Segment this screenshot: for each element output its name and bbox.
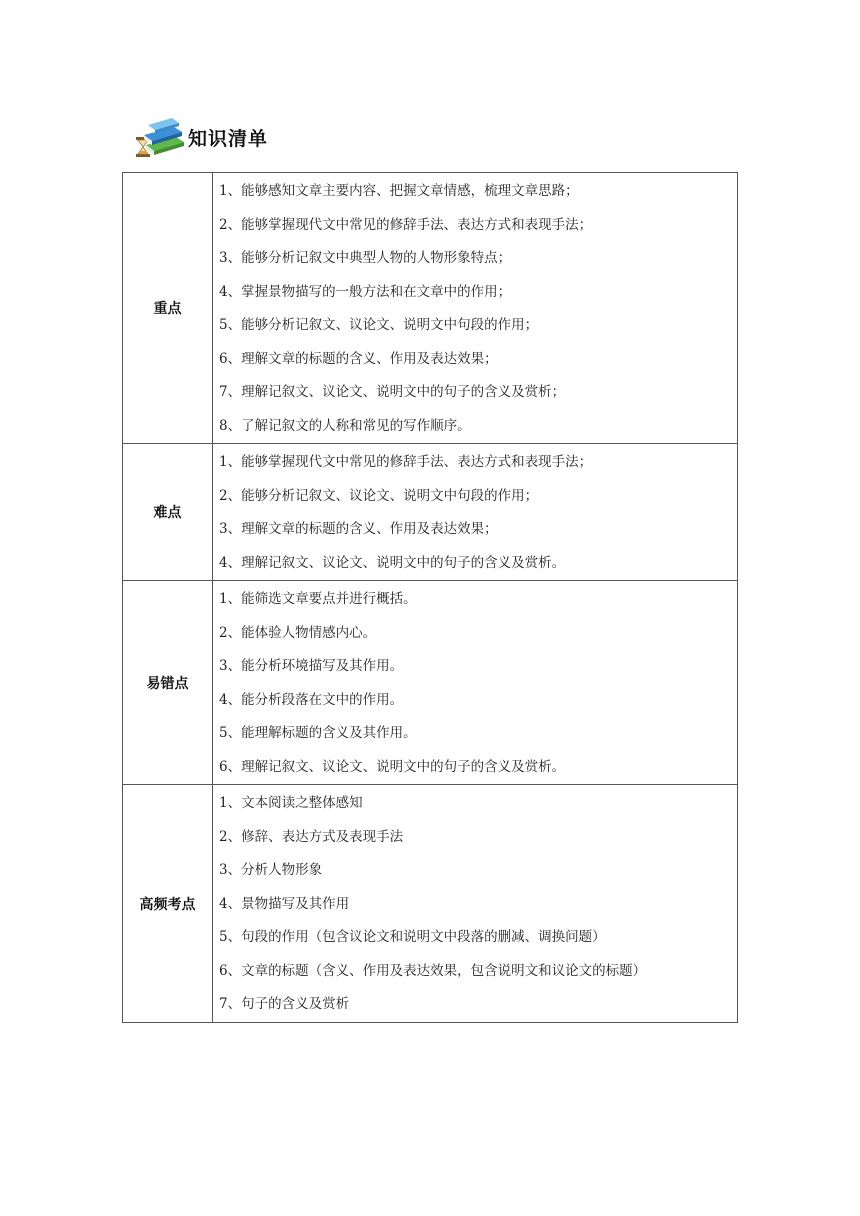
list-item: 7、句子的含义及赏析 <box>219 996 350 1012</box>
list-item: 4、景物描写及其作用 <box>219 895 350 912</box>
books-hourglass-icon <box>132 115 186 159</box>
table-row <box>123 173 738 444</box>
list-item: 5、能理解标题的含义及其作用。 <box>219 725 417 741</box>
list-item: 4、能分析段落在文中的作用。 <box>219 691 404 708</box>
list-item: 8、了解记叙文的人称和常见的写作顺序。 <box>219 417 471 434</box>
list-item: 1、能够感知文章主要内容、把握文章情感，梳理文章思路； <box>219 183 579 199</box>
list-item: 3、能分析环境描写及其作用。 <box>219 658 404 674</box>
list-item: 6、理解文章的标题的含义、作用及表达效果； <box>219 350 498 367</box>
list-item: 3、能够分析记叙文中典型人物的人物形象特点； <box>219 250 512 266</box>
table-row <box>123 785 738 1023</box>
list-item: 2、能够掌握现代文中常见的修辞手法、表达方式和表现手法； <box>219 216 593 233</box>
list-item: 2、修辞、表达方式及表现手法 <box>219 828 404 845</box>
items-cell <box>213 785 738 1023</box>
items-cell <box>213 581 738 785</box>
list-item: 3、分析人物形象 <box>219 862 323 878</box>
list-item: 3、理解文章的标题的含义、作用及表达效果； <box>219 521 498 537</box>
category-cell: 重点 <box>123 173 213 444</box>
section-title: 知识清单 <box>188 127 269 150</box>
knowledge-table <box>122 172 738 1023</box>
list-item: 4、理解记叙文、议论文、说明文中的句子的含义及赏析。 <box>219 554 566 571</box>
list-item: 1、文本阅读之整体感知 <box>219 795 363 811</box>
list-item: 6、理解记叙文、议论文、说明文中的句子的含义及赏析。 <box>219 758 566 775</box>
list-item: 2、能够分析记叙文、议论文、说明文中句段的作用； <box>219 487 539 504</box>
list-item: 1、能够掌握现代文中常见的修辞手法、表达方式和表现手法； <box>219 454 593 470</box>
table-row <box>123 581 738 785</box>
list-item: 6、文章的标题（含义、作用及表达效果，包含说明文和议论文的标题） <box>219 962 647 979</box>
category-cell: 高频考点 <box>123 785 213 1023</box>
items-cell <box>213 444 738 581</box>
table-row <box>123 444 738 581</box>
category-cell: 难点 <box>123 444 213 581</box>
list-item: 2、能体验人物情感内心。 <box>219 624 377 641</box>
list-item: 4、掌握景物描写的一般方法和在文章中的作用； <box>219 283 512 300</box>
category-cell: 易错点 <box>123 581 213 785</box>
section-heading <box>132 115 268 159</box>
items-cell <box>213 173 738 444</box>
list-item: 5、能够分析记叙文、议论文、说明文中句段的作用； <box>219 317 539 333</box>
list-item: 7、理解记叙文、议论文、说明文中的句子的含义及赏析； <box>219 384 566 400</box>
list-item: 1、能筛选文章要点并进行概括。 <box>219 591 417 607</box>
list-item: 5、句段的作用（包含议论文和说明文中段落的删减、调换问题） <box>219 929 606 945</box>
